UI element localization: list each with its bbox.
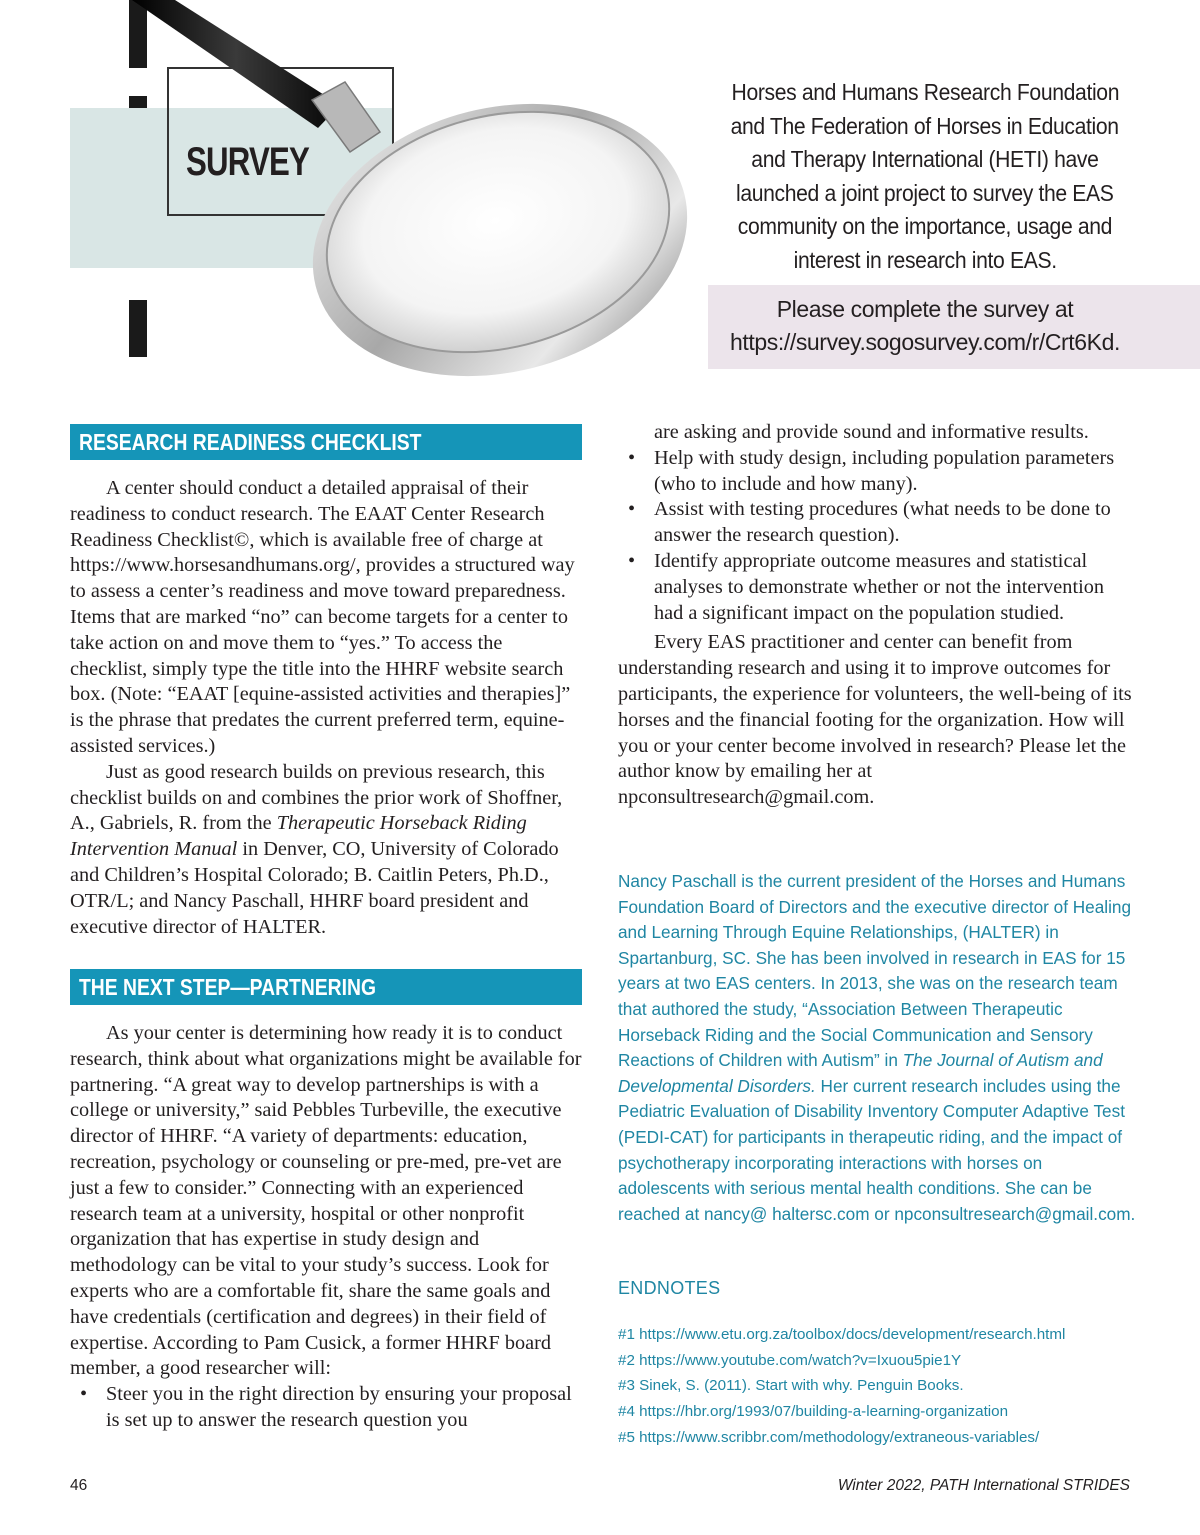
intro-line: Horses and Humans Research Foundation	[731, 79, 1119, 105]
list-item: • Identify appropriate outcome measures and statistical analyses to demonstrate whether or not the intervention had a significant impact on the population studied.	[618, 549, 1133, 626]
survey-intro	[708, 76, 1142, 277]
survey-callout	[708, 285, 1200, 369]
paragraph: Every EAS practitioner and center can benefit from understanding research and using it to improve outcomes for participants, the experience for volunteers, the well-being of its horses and the financial footing for the organization. How will you or your center become involved in research? Please let the author know by emailing her at npconsultresearch@gmail.com.	[618, 631, 1132, 809]
endnote-item: #3 Sinek, S. (2011). Start with why. Penguin Books.	[618, 1377, 964, 1395]
checklist-text	[70, 476, 582, 940]
intro-line: and The Federation of Horses in Education	[730, 112, 1120, 139]
handle-shape	[132, 0, 340, 128]
survey-title: SURVEY	[186, 140, 310, 184]
issue-label: Winter 2022, PATH International STRIDES	[837, 1477, 1130, 1494]
endnotes-list	[618, 1322, 1158, 1451]
intro-line: community on the importance, usage and	[737, 213, 1113, 239]
paragraph: A center should conduct a detailed appraisal of their readiness to conduct research. The EAAT Center Research Readiness Checklist©, which is available free of charge at https://www.horsesandhumans.org/, provides a structured way to assess a center’s readiness and move toward preparedness. Items that are marked “no” can become targets for a center to take action on and move them to “yes.” To access the checklist, simply type the title into the HHRF website search box. (Note: “EAAT [equine-assisted activities and therapies]” is the phrase that predates the current preferred term, equine-assisted services.)	[70, 477, 575, 757]
partnering-text	[70, 1021, 582, 1434]
intro-line: launched a joint project to survey the EAS	[736, 179, 1114, 206]
page-number: 46	[70, 1477, 88, 1494]
intro-line: interest in research into EAS.	[793, 246, 1057, 273]
paragraph: Just as good research builds on previous research, this checklist builds on and combines the prior work of Shoffner, A., Gabriels, R. from the Therapeutic Horseback Riding Intervention Manual in Denver, CO, University of Colorado and Children’s Hospital Colorado; B. Caitlin Peters, Ph.D., OTR/L; and Nancy Paschall, HHRF board president and executive director of HALTER.	[70, 760, 563, 938]
bullet-list	[618, 446, 1133, 627]
right-column-text	[618, 420, 1133, 811]
paragraph: are asking and provide sound and informative results.	[654, 421, 1089, 443]
magnifying-glass-icon	[0, 0, 720, 390]
bullet-list	[70, 1382, 582, 1434]
list-item: • Steer you in the right direction by ensuring your proposal is set up to answer the research question you	[70, 1382, 582, 1434]
survey-link[interactable]: https://survey.sogosurvey.com/r/Crt6Kd.	[729, 329, 1121, 355]
endnote-item[interactable]: #2 https://www.youtube.com/watch?v=Ixuou5pie1Y	[618, 1351, 962, 1369]
author-bio: Nancy Paschall is the current president of the Horses and Humans Foundation Board of Directors and the executive director of Healing and Learning Through Equine Relationships, (HALTER) in Spartanburg, SC. She has been involved in research in EAS for 15 years at two EAS centers. In 2013, she was on the research team that authored the study, “Association Between Therapeutic Horseback Riding and the Social Communication and Sensory Reactions of Children with Autism” in The Journal of Autism and Developmental Disorders. Her current research includes using the Pediatric Evaluation of Disability Inventory Computer Adaptive Test (PEDI-CAT) for participants in therapeutic riding, and the impact of psychotherapy incorporating interactions with horses on adolescents with serious mental health conditions. She can be reached at nancy@ haltersc.com or npconsultresearch@gmail.com.	[618, 871, 1136, 1224]
paragraph: As your center is determining how ready it is to conduct research, think about what organizations might be available for partnering. “A great way to develop partnerships is with a college or university,” said Pebbles Turbeville, the executive director of HHRF. “A variety of departments: education, recreation, psychology or counseling or pre-med, pre-vet are just a few to consider.” Connecting with an experienced research team at a university, hospital or other nonprofit organization that has expertise in study design and methodology can be vital to your study’s success. Look for experts who are a comfortable fit, share the same goals and have credentials (certification and degrees) in their field of expertise. According to Pam Cusick, a former HHRF board member, a good researcher will:	[70, 1022, 582, 1380]
section-heading-partnering: THE NEXT STEP—PARTNERING	[70, 969, 582, 1005]
endnote-item[interactable]: #1 https://www.etu.org.za/toolbox/docs/development/research.html	[618, 1326, 1066, 1343]
endnote-item[interactable]: #5 https://www.scribbr.com/methodology/extraneous-variables/	[618, 1428, 1040, 1446]
endnote-item[interactable]: #4 https://hbr.org/1993/07/building-a-learning-organization	[618, 1403, 1009, 1421]
callout-text: Please complete the survey at	[776, 296, 1074, 322]
section-heading-checklist: RESEARCH READINESS CHECKLIST	[70, 424, 582, 460]
list-item: • Help with study design, including population parameters (who to include and how many).	[618, 446, 1133, 498]
list-item: • Assist with testing procedures (what needs to be done to answer the research question).	[618, 497, 1133, 549]
intro-line: and Therapy International (HETI) have	[751, 146, 1099, 172]
endnotes-heading: ENDNOTES	[618, 1278, 721, 1298]
